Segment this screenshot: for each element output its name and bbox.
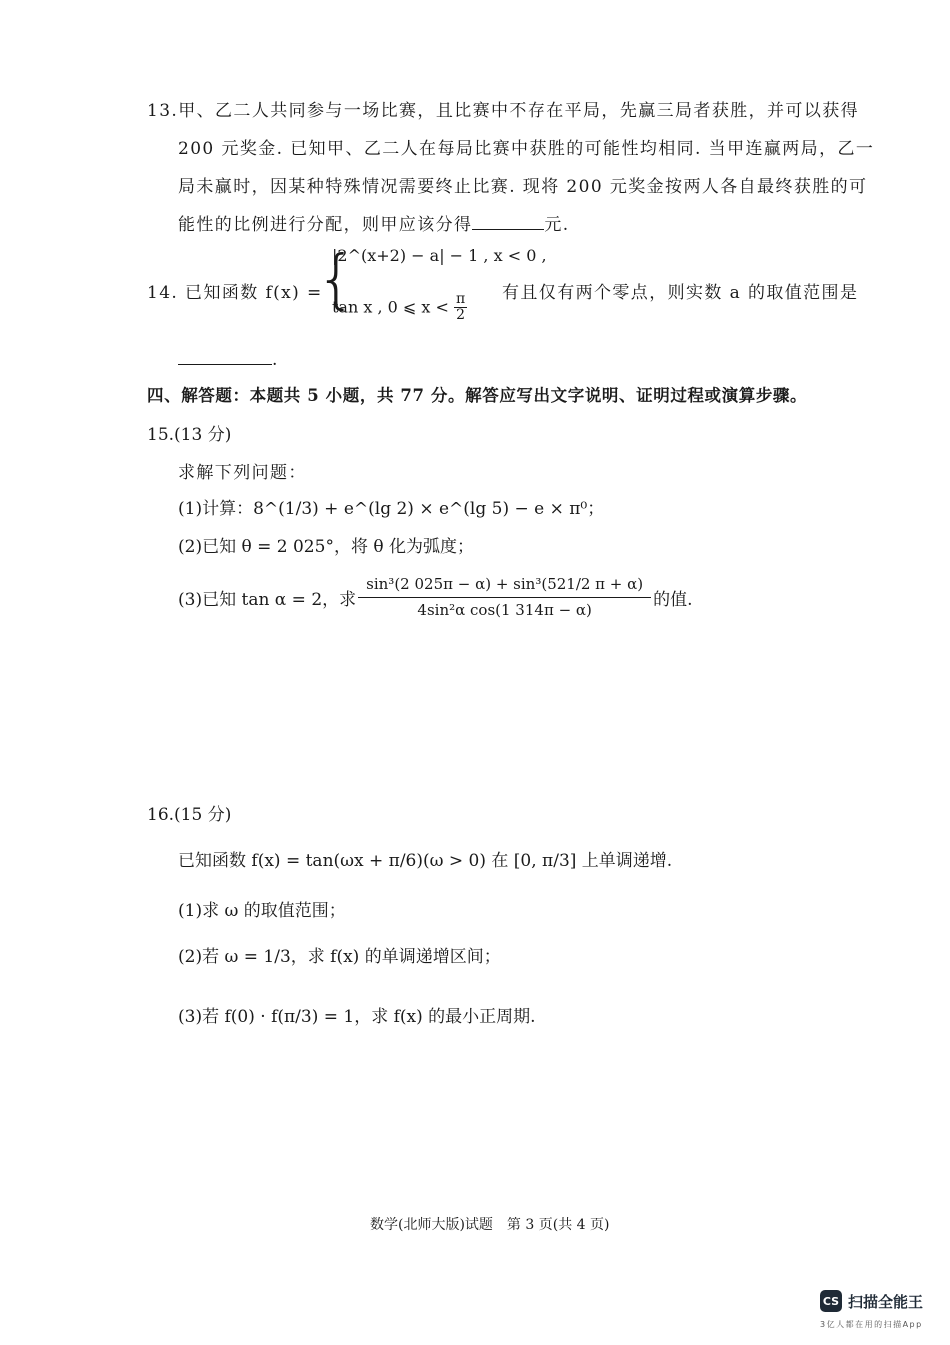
q15-label: 15.(13 分) <box>147 425 232 445</box>
q14-answer-line <box>178 350 277 370</box>
watermark-title: 扫描全能王 <box>848 1292 924 1311</box>
q16-label: 16.(15 分) <box>147 805 232 825</box>
q13-line3: 局未赢时，因某种特殊情况需要终止比赛. 现将 200 元奖金按两人各自最终获胜的可 <box>178 177 868 197</box>
q15-intro: 求解下列问题： <box>178 463 307 483</box>
q14-pi-over-2 <box>454 292 467 324</box>
q14-label: 14. 已知函数 f(x) = <box>147 283 323 303</box>
q13-line4-text: 能性的比例进行分配，则甲应该分得 <box>178 215 473 235</box>
q16-intro: 已知函数 f(x) = tan(ωx + π/6)(ω > 0) 在 [0, π/3] 上单调递增. <box>178 851 673 871</box>
q14-tail: 有且仅有两个零点，则实数 a 的取值范围是 <box>502 283 859 303</box>
q16-part1: (1)求 ω 的取值范围； <box>178 901 346 921</box>
q14-pi: π <box>456 291 466 307</box>
q15-numerator: sin³(2 025π − α) + sin³(521/2 π + α) <box>358 576 651 598</box>
q15-part3-pre: (3)已知 tan α = 2，求 <box>178 589 357 610</box>
q16-part3: (3)若 f(0) · f(π/3) = 1，求 f(x) 的最小正周期. <box>178 1007 536 1027</box>
q13-line4-end: 元. <box>544 215 570 235</box>
q13-line4 <box>178 210 570 235</box>
q14-case1: |2^(x+2) − a| − 1 , x < 0 , <box>332 246 547 265</box>
camscanner-logo-icon: CS <box>820 1290 842 1312</box>
q14-case2 <box>332 292 467 324</box>
scanner-watermark <box>820 1290 923 1312</box>
q15-part3-post: 的值. <box>653 589 693 610</box>
watermark-subtitle: 3亿人都在用的扫描App <box>820 1320 923 1329</box>
q15-denominator: 4sin²α cos(1 314π − α) <box>417 600 592 619</box>
q15-part2: (2)已知 θ = 2 025°，将 θ 化为弧度； <box>178 537 474 557</box>
q13-answer-blank <box>472 229 544 230</box>
page-footer: 数学(北师大版)试题 第 3 页(共 4 页) <box>370 1217 610 1233</box>
q14-two: 2 <box>456 307 466 324</box>
q15-part1: (1)计算：8^(1/3) + e^(lg 2) × e^(lg 5) − e × π⁰； <box>178 499 605 519</box>
q14-end: . <box>272 350 278 370</box>
q15-part3 <box>178 576 693 618</box>
q15-fraction <box>358 576 651 618</box>
q13-line1: 13.甲、乙二人共同参与一场比赛，且比赛中不存在平局，先赢三局者获胜，并可以获得 <box>147 101 860 121</box>
q13-line2: 200 元奖金. 已知甲、乙二人在每局比赛中获胜的可能性均相同. 当甲连赢两局，乙一 <box>178 139 875 159</box>
q14-case2-text: tan x , 0 ⩽ x < <box>332 297 449 317</box>
section-heading: 四、解答题：本题共 5 小题，共 77 分。解答应写出文字说明、证明过程或演算步骤。 <box>147 386 808 405</box>
q14-answer-blank <box>178 364 272 365</box>
piecewise-brace: { <box>316 243 357 317</box>
q16-part2: (2)若 ω = 1/3，求 f(x) 的单调递增区间； <box>178 947 501 967</box>
